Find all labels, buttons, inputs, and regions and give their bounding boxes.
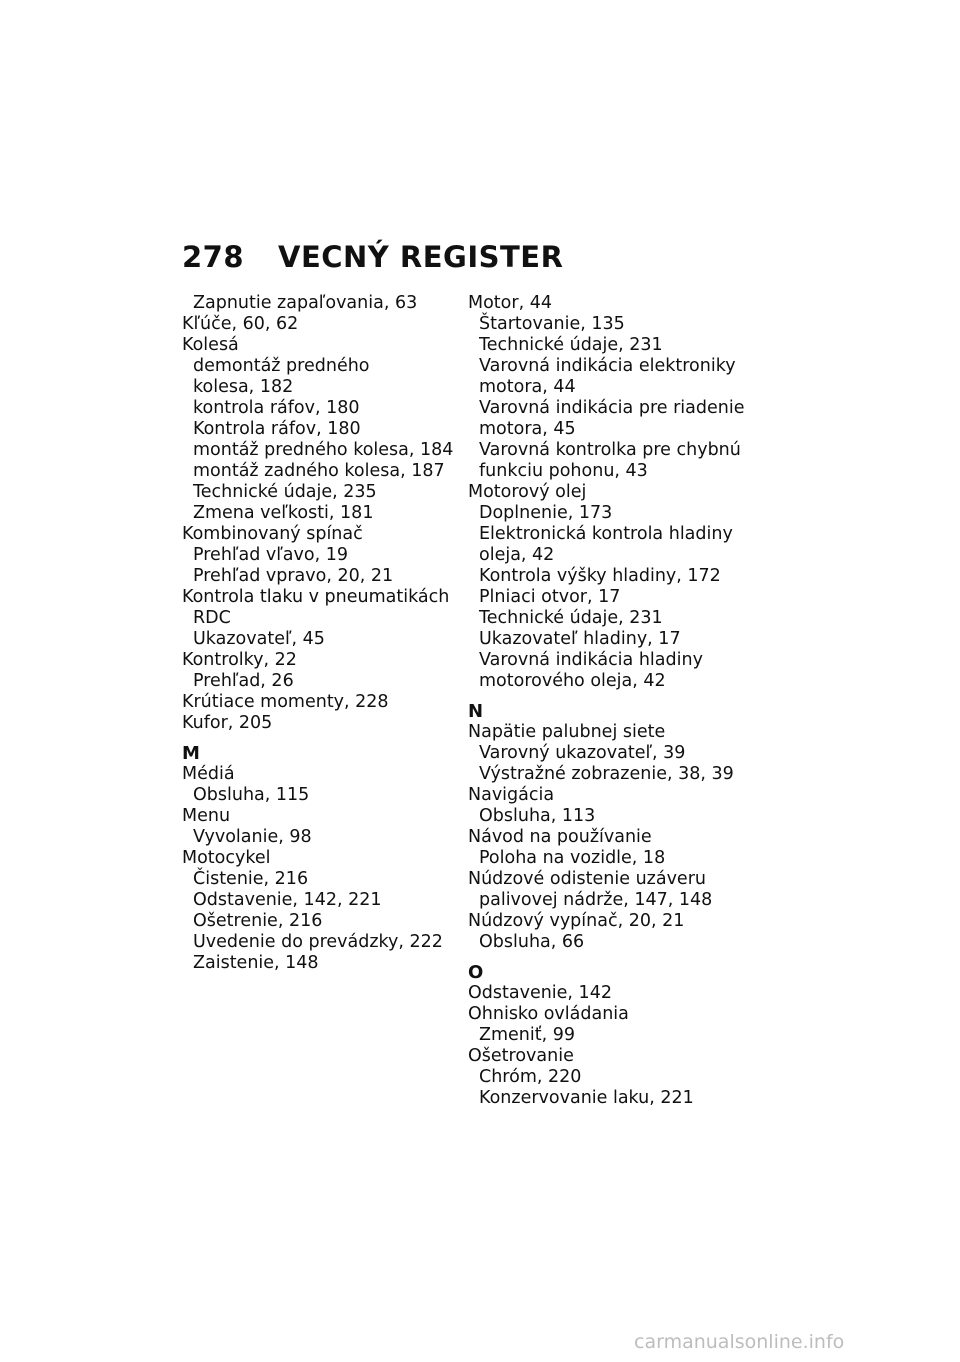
index-subentry: Technické údaje, 235 [193, 482, 377, 502]
index-entry: Kufor, 205 [182, 713, 273, 733]
index-subentry: Doplnenie, 173 [479, 503, 613, 523]
index-subentry: montáž zadného kolesa, 187 [193, 461, 445, 481]
index-subentry: Varovná kontrolka pre chybnú [479, 440, 741, 460]
index-section-letter: M [182, 743, 200, 764]
index-subentry: Zmena veľkosti, 181 [193, 503, 374, 523]
index-entry: Kolesá [182, 335, 239, 355]
index-entry: Motorový olej [468, 482, 587, 502]
index-subentry: montáž predného kolesa, 184 [193, 440, 454, 460]
index-entry: Kľúče, 60, 62 [182, 314, 299, 334]
index-entry: Menu [182, 806, 231, 826]
index-subentry: Štartovanie, 135 [479, 314, 625, 334]
index-entry: Kontrola tlaku v pneumatikách [182, 587, 450, 607]
index-subentry: RDC [193, 608, 231, 628]
index-subentry: Plniaci otvor, 17 [479, 587, 621, 607]
index-entry: Navigácia [468, 785, 555, 805]
index-subentry: Ukazovateľ hladiny, 17 [479, 629, 681, 649]
index-subentry: Zmeniť, 99 [479, 1025, 576, 1045]
index-entry: Médiá [182, 764, 235, 784]
index-subentry: demontáž predného [193, 356, 370, 376]
index-subentry: Kontrola ráfov, 180 [193, 419, 361, 439]
index-subentry: motorového oleja, 42 [479, 671, 666, 691]
index-subentry: Prehľad, 26 [193, 671, 294, 691]
index-column-right [468, 293, 748, 1109]
index-subentry: Elektronická kontrola hladiny [479, 524, 733, 544]
index-subentry: Vyvolanie, 98 [193, 827, 312, 847]
index-subentry: Chróm, 220 [479, 1067, 582, 1087]
index-subentry: Konzervovanie laku, 221 [479, 1088, 694, 1108]
index-subentry: funkciu pohonu, 43 [479, 461, 648, 481]
index-subentry: Ošetrenie, 216 [193, 911, 323, 931]
index-subentry: oleja, 42 [479, 545, 555, 565]
page-number: 278 [182, 240, 245, 274]
index-subentry: palivovej nádrže, 147, 148 [479, 890, 713, 910]
index-entry: Napätie palubnej siete [468, 722, 666, 742]
index-section-letter: N [468, 701, 484, 722]
index-subentry: motora, 45 [479, 419, 576, 439]
index-subentry: motora, 44 [479, 377, 576, 397]
index-entry: Návod na používanie [468, 827, 652, 847]
index-entry: Krútiace momenty, 228 [182, 692, 389, 712]
index-entry: Motor, 44 [468, 293, 552, 313]
index-subentry: Kontrola výšky hladiny, 172 [479, 566, 721, 586]
index-subentry: Čistenie, 216 [193, 869, 309, 889]
index-section-letter: O [468, 962, 484, 983]
index-subentry: Varovný ukazovateľ, 39 [479, 743, 686, 763]
index-entry: Motocykel [182, 848, 271, 868]
index-subentry: kolesa, 182 [193, 377, 294, 397]
index-entry: Kontrolky, 22 [182, 650, 297, 670]
index-subentry: Poloha na vozidle, 18 [479, 848, 666, 868]
index-entry: Ošetrovanie [468, 1046, 574, 1066]
index-subentry: Zaistenie, 148 [193, 953, 319, 973]
index-subentry: Obsluha, 115 [193, 785, 310, 805]
index-entry: Núdzový vypínač, 20, 21 [468, 911, 685, 931]
index-subentry: Varovná indikácia pre riadenie [479, 398, 745, 418]
index-column-left [182, 293, 462, 974]
index-subentry: kontrola ráfov, 180 [193, 398, 360, 418]
index-subentry: Prehľad vľavo, 19 [193, 545, 348, 565]
index-subentry: Technické údaje, 231 [479, 608, 663, 628]
watermark-text: carmanualsonline.info [634, 1331, 845, 1353]
index-subentry: Technické údaje, 231 [479, 335, 663, 355]
index-subentry: Varovná indikácia elektroniky [479, 356, 736, 376]
index-subentry: Výstražné zobrazenie, 38, 39 [479, 764, 734, 784]
page-title: VECNÝ REGISTER [278, 240, 564, 274]
index-subentry: Obsluha, 113 [479, 806, 596, 826]
index-subentry: Uvedenie do prevádzky, 222 [193, 932, 443, 952]
index-entry: Núdzové odistenie uzáveru [468, 869, 706, 889]
index-entry: Kombinovaný spínač [182, 524, 363, 544]
index-subentry: Zapnutie zapaľovania, 63 [193, 293, 418, 313]
index-entry: Odstavenie, 142 [468, 983, 612, 1003]
index-subentry: Odstavenie, 142, 221 [193, 890, 382, 910]
index-subentry: Obsluha, 66 [479, 932, 585, 952]
index-subentry: Varovná indikácia hladiny [479, 650, 703, 670]
index-subentry: Prehľad vpravo, 20, 21 [193, 566, 394, 586]
index-entry: Ohnisko ovládania [468, 1004, 629, 1024]
page-header [182, 240, 563, 274]
index-subentry: Ukazovateľ, 45 [193, 629, 325, 649]
